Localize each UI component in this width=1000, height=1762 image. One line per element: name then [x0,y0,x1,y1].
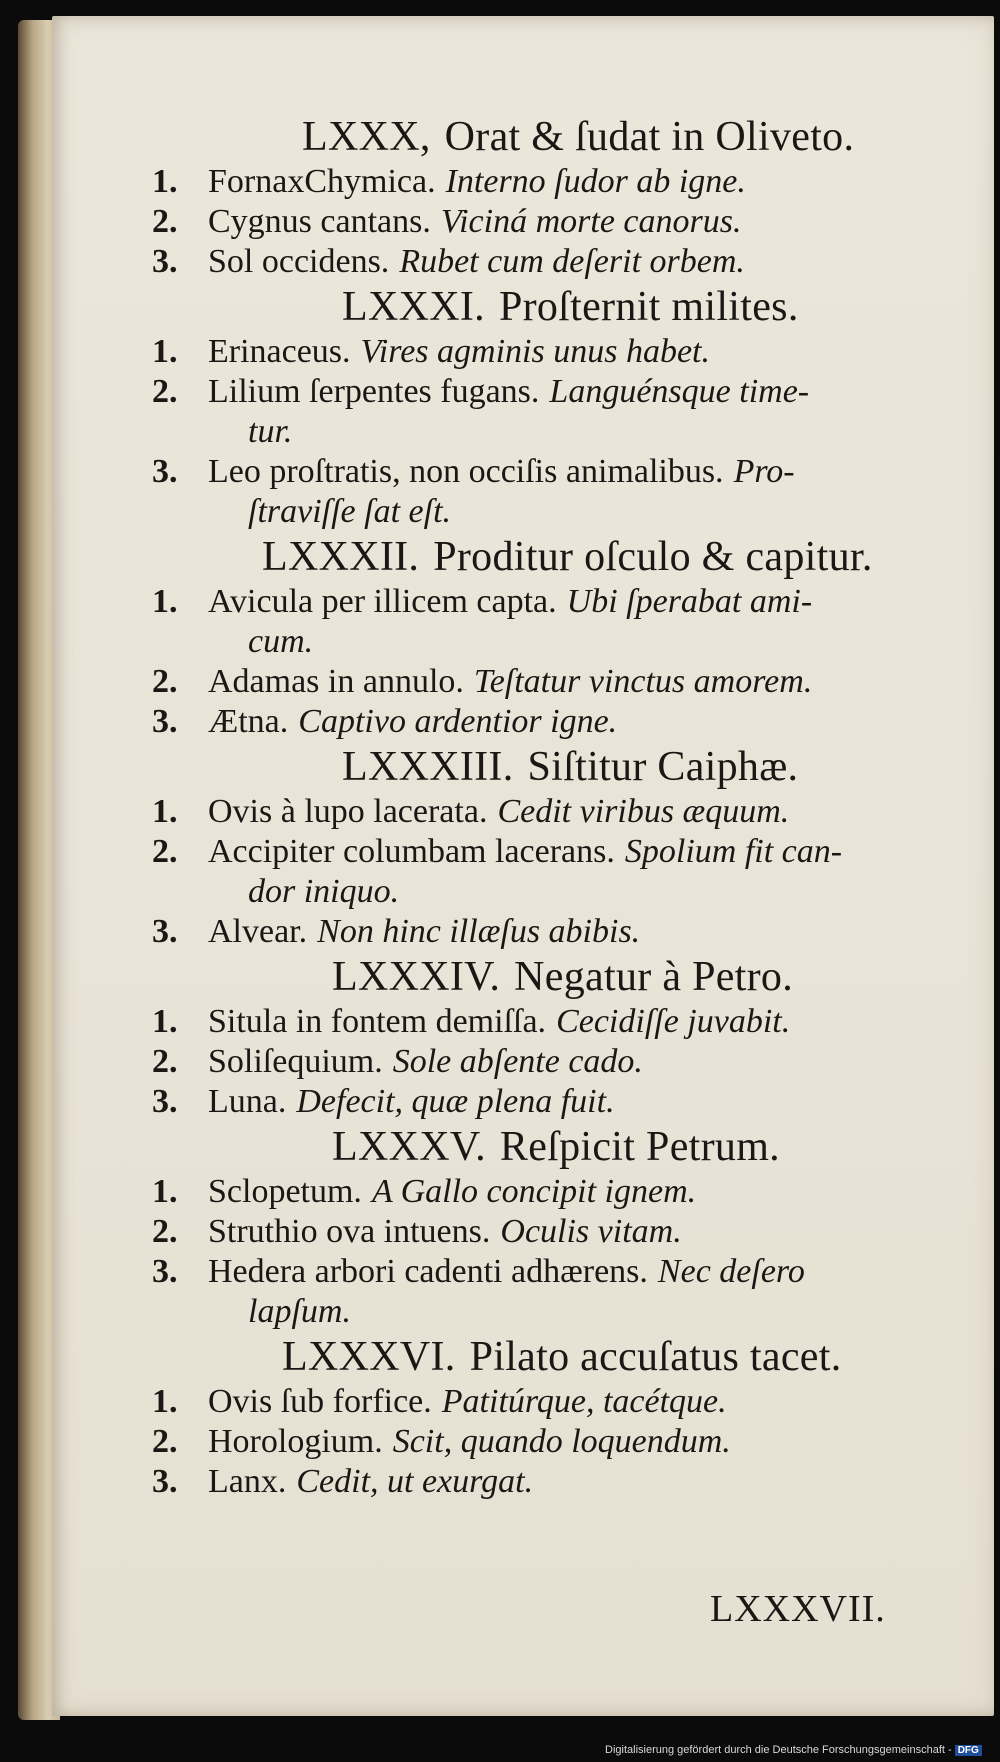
section-heading [152,112,962,162]
entry-number: 3. [152,1253,178,1290]
entry-subject: Accipiter columbam lacerans. [208,833,615,870]
section-heading [152,282,962,332]
entry-motto: Sole abſente cado. [392,1043,643,1080]
section-number: LXXXII. [262,534,420,580]
entry-motto: Defecit, quæ plena fuit. [296,1083,615,1120]
entry-number: 1. [152,333,178,370]
section-title: Siſtitur Caiphæ. [527,744,799,790]
emblem-entry [152,582,962,662]
entry-number: 2. [152,663,178,700]
entry-motto: Captivo ardentior igne. [298,703,618,740]
section-heading [152,742,962,792]
entry-motto-continuation: lapſum. [248,1293,351,1330]
entry-subject: Leo proſtratis, non occiſis animalibus. [208,453,724,490]
entry-number: 3. [152,243,178,280]
entry-subject: Sclopetum. [208,1173,362,1210]
entry-number: 1. [152,1383,178,1420]
emblem-entry [152,1382,962,1422]
page-text [152,112,962,1502]
entry-number: 3. [152,1463,178,1500]
entry-subject: Avicula per illicem capta. [208,583,557,620]
entry-motto-continuation: tur. [248,413,293,450]
book-page [52,16,994,1716]
emblem-entry [152,1002,962,1042]
emblem-entry [152,162,962,202]
entry-motto: Nec deſero [657,1253,805,1290]
dfg-logo: DFG [955,1745,982,1756]
entry-number: 2. [152,1213,178,1250]
entry-subject: Alvear. [208,913,308,950]
entry-motto: Non hinc illæſus abibis. [317,913,641,950]
section-title: Negatur à Petro. [514,954,794,1000]
section-heading [152,952,962,1002]
emblem-entry [152,202,962,242]
entry-number: 2. [152,203,178,240]
emblem-entry [152,372,962,452]
entry-motto: Cedit, ut exurgat. [296,1463,534,1500]
section-title: Proſternit milites. [498,284,799,330]
emblem-entry [152,1422,962,1462]
entry-motto-continuation: dor iniquo. [248,873,400,910]
entry-subject: Erinaceus. [208,333,351,370]
entry-motto: Vires agminis unus habet. [360,333,710,370]
catchword: LXXXVII. [710,1588,886,1630]
entry-subject: Adamas in annulo. [208,663,464,700]
emblem-entry [152,1042,962,1082]
emblem-entry [152,242,962,282]
emblem-entry [152,1082,962,1122]
entry-motto-continuation: cum. [248,623,314,660]
section-number: LXXXI. [342,284,485,330]
entry-subject: Lilium ſerpentes fugans. [208,373,540,410]
entry-motto: Languénsque time- [549,373,810,410]
entry-motto: Patitúrque, tacétque. [441,1383,727,1420]
emblem-entry [152,912,962,952]
entry-motto: Teſtatur vinctus amorem. [473,663,813,700]
entry-subject: Situla in fontem demiſſa. [208,1003,547,1040]
entry-number: 1. [152,583,178,620]
entry-number: 2. [152,1423,178,1460]
entry-number: 1. [152,1003,178,1040]
entry-number: 3. [152,913,178,950]
entry-motto: Viciná morte canorus. [440,203,742,240]
emblem-entry [152,832,962,912]
entry-motto: Ubi ſperabat ami- [566,583,813,620]
entry-subject: Ovis ſub forfice. [208,1383,432,1420]
section-title: Proditur oſculo & capitur. [433,534,873,580]
entry-subject: Ovis à lupo lacerata. [208,793,488,830]
entry-motto-continuation: ſtraviſſe ſat eſt. [248,493,452,530]
entry-subject: Luna. [208,1083,287,1120]
section-number: LXXX, [302,114,431,160]
entry-number: 2. [152,1043,178,1080]
entry-subject: Struthio ova intuens. [208,1213,491,1250]
emblem-entry [152,1462,962,1502]
entry-subject: Sol occidens. [208,243,390,280]
entry-subject: Horologium. [208,1423,383,1460]
emblem-entry [152,332,962,372]
entry-motto: Rubet cum deſerit orbem. [399,243,745,280]
entry-motto: Oculis vitam. [500,1213,682,1250]
entry-subject: Cygnus cantans. [208,203,431,240]
entry-motto: Cedit viribus æquum. [497,793,790,830]
emblem-entry [152,1212,962,1252]
entry-motto: Pro- [733,453,795,490]
entry-number: 1. [152,163,178,200]
section-title: Reſpicit Petrum. [499,1124,780,1170]
entry-number: 2. [152,373,178,410]
credit-text: Digitalisierung gefördert durch die Deutsche Forschungsgemeinschaft - [605,1744,952,1756]
entry-motto: Cecidiſſe juvabit. [556,1003,791,1040]
entry-number: 1. [152,1173,178,1210]
section-number: LXXXVI. [282,1334,456,1380]
emblem-entry [152,1172,962,1212]
section-heading [152,1332,962,1382]
digitization-credit [605,1744,982,1756]
entry-motto: Scit, quando loquendum. [392,1423,731,1460]
entry-subject: FornaxChymica. [208,163,436,200]
emblem-entry [152,1252,962,1332]
section-number: LXXXIII. [342,744,514,790]
entry-subject: Soliſequium. [208,1043,383,1080]
section-number: LXXXIV. [332,954,501,1000]
entry-subject: Hedera arbori cadenti adhærens. [208,1253,648,1290]
emblem-entry [152,452,962,532]
emblem-entry [152,662,962,702]
entry-motto: Interno ſudor ab igne. [445,163,746,200]
entry-number: 2. [152,833,178,870]
section-number: LXXXV. [332,1124,486,1170]
section-heading [152,532,962,582]
entry-subject: Lanx. [208,1463,287,1500]
entry-number: 1. [152,793,178,830]
entry-motto: Spolium fit can- [624,833,843,870]
section-heading [152,1122,962,1172]
emblem-entry [152,702,962,742]
section-title: Orat & ſudat in Oliveto. [444,114,855,160]
entry-motto: A Gallo concipit ignem. [371,1173,697,1210]
emblem-entry [152,792,962,832]
entry-number: 3. [152,1083,178,1120]
entry-subject: Ætna. [208,703,289,740]
entry-number: 3. [152,703,178,740]
entry-number: 3. [152,453,178,490]
section-title: Pilato accuſatus tacet. [469,1334,842,1380]
